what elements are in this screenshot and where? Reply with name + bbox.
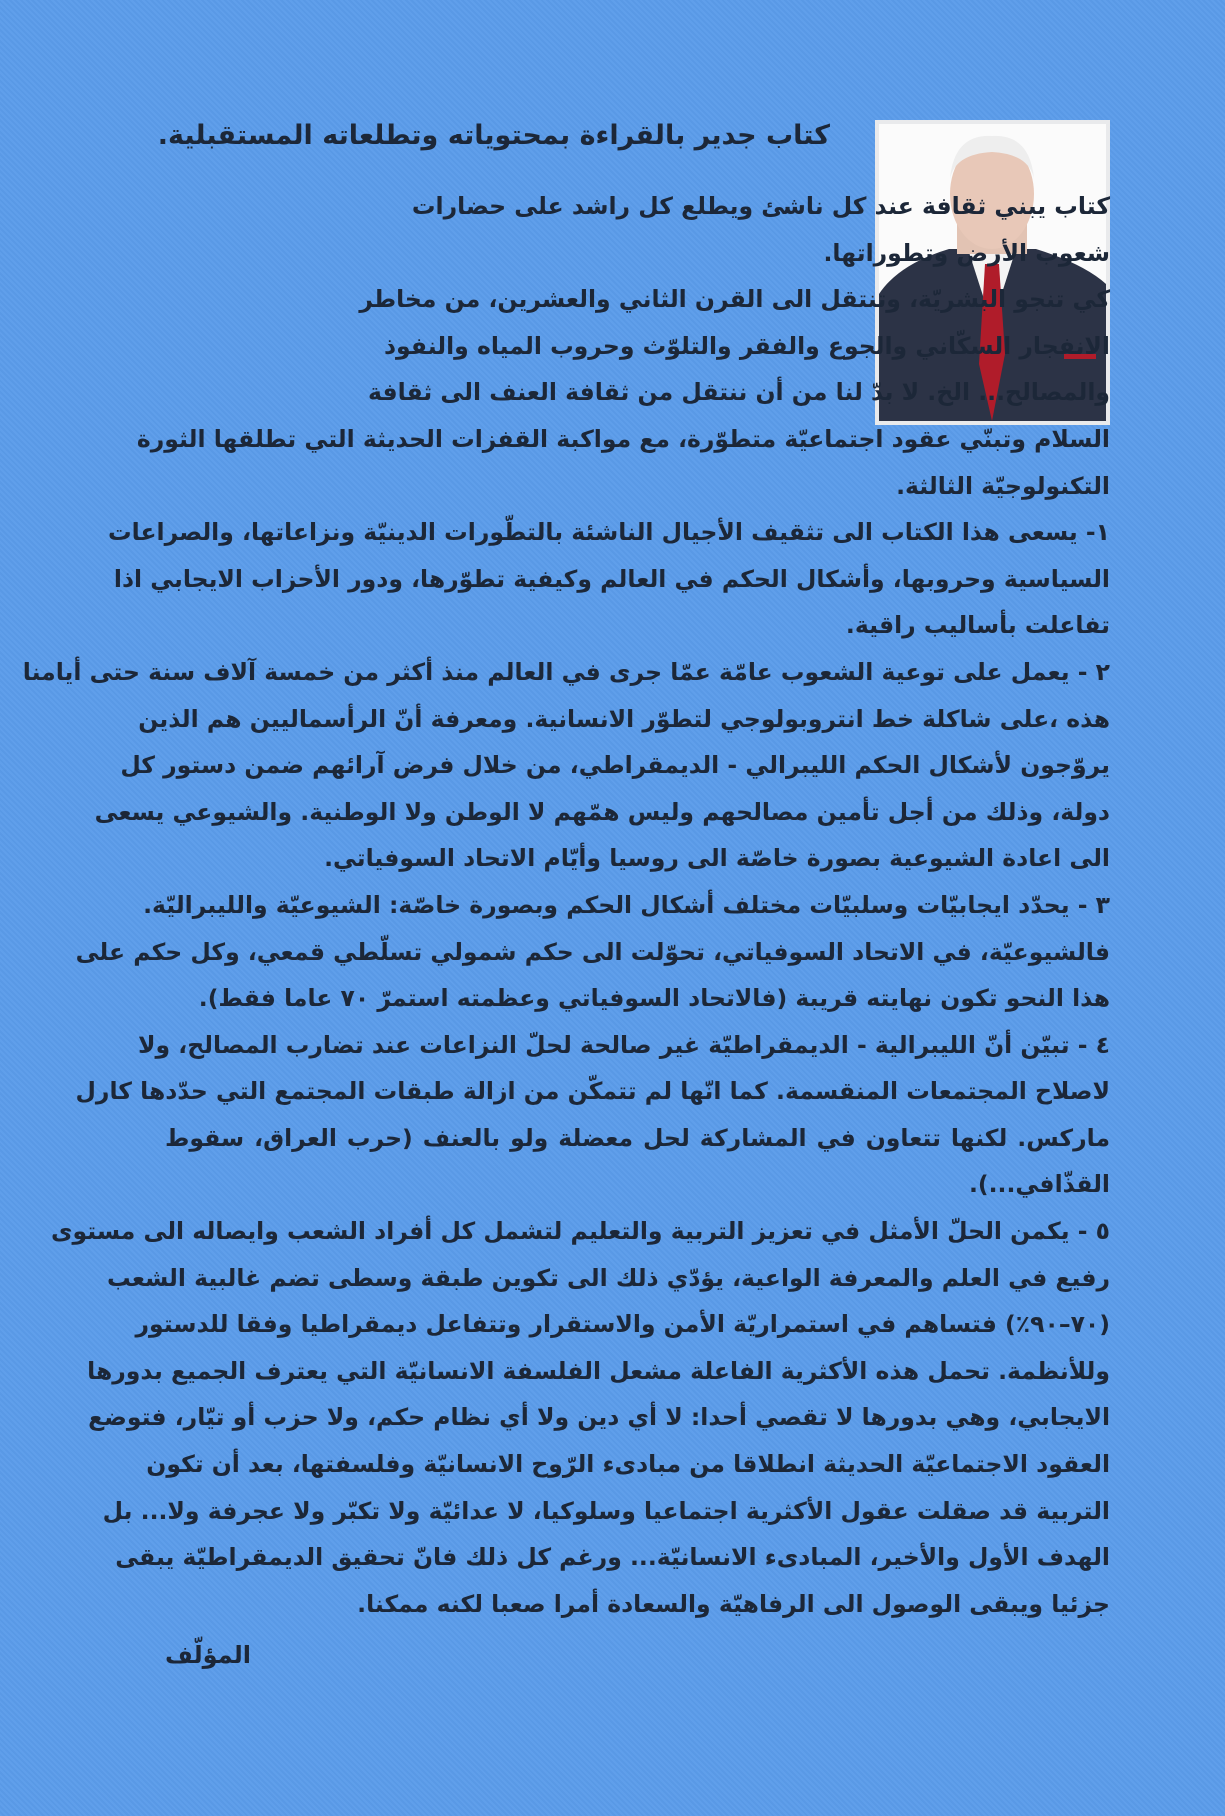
text-line: دولة، وذلك من أجل تأمين مصالحهم وليس همّهم لا الوطن ولا الوطنية. والشيوعي يسعى (94, 797, 1110, 826)
paragraph (165, 183, 1110, 276)
text-line: وللأنظمة. تحمل هذه الأكثرية الفاعلة مشعل الفلسفة الانسانيّة التي يعترف الجميع بدورها (87, 1356, 1110, 1385)
text-line: الهدف الأول والأخير، المبادىء الانسانيّة... ورغم كل ذلك فانّ تحقيق الديمقراطيّة يبقى (115, 1543, 1110, 1572)
text-line: ٥ - يكمن الحلّ الأمثل في تعزيز التربية والتعليم لتشمل كل أفراد الشعب وايصاله الى مستوى (50, 1217, 1110, 1246)
text-line: السلام وتبنّي عقود اجتماعيّة متطوّرة، مع مواكبة القفزات الحديثة التي تطلقها الثورة (136, 424, 1110, 453)
text-line: الى اعادة الشيوعية بصورة خاصّة الى روسيا وأيّام الاتحاد السوفياتي. (324, 844, 1110, 873)
text-line: ٢ - يعمل على توعية الشعوب عامّة عمّا جرى في العالم منذ أكثر من خمسة آلاف سنة حتى أيامنا (22, 657, 1110, 686)
text-line: ماركس. لكنها تتعاون في المشاركة لحل معضلة ولو بالعنف (حرب العراق، سقوط (165, 1123, 1110, 1152)
text-line: الانفجار السكّاني والجوع والفقر والتلوّث وحروب المياه والنفوذ (384, 331, 1110, 360)
text-line: التربية قد صقلت عقول الأكثرية اجتماعيا وسلوكيا، لا عدائيّة ولا تكبّر ولا عجرفة ولا... بل (102, 1496, 1110, 1525)
text-line: كي تنجو البشريّة، وتنتقل الى القرن الثاني والعشرين، من مخاطر (359, 285, 1110, 314)
text-line: التكنولوجيّة الثالثة. (896, 471, 1110, 500)
paragraph (108, 509, 1110, 649)
text-line: لاصلاح المجتمعات المنقسمة. كما انّها لم تتمكّن من ازالة طبقات المجتمع التي حدّدها كارل (75, 1077, 1110, 1106)
text-line: جزئيا ويبقى الوصول الى الرفاهيّة والسعادة أمرا صعبا لكنه ممكنا. (357, 1589, 1110, 1618)
text-line: هذه ،على شاكلة خط انتروبولوجي لتطوّر الانسانية. ومعرفة أنّ الرأسماليين هم الذين (138, 704, 1110, 733)
text-line: يروّجون لأشكال الحكم الليبرالي - الديمقراطي، من خلال فرض آرائهم ضمن دستور كل (120, 751, 1110, 780)
signature-block (165, 1628, 251, 1680)
text-line: والمصالح... الخ. لا بدّ لنا من أن ننتقل من ثقافة العنف الى ثقافة (367, 378, 1110, 407)
back-cover-text (22, 183, 1110, 1627)
text-line: السياسية وحروبها، وأشكال الحكم في العالم وكيفية تطوّرها، ودور الأحزاب الايجابي اذا (113, 564, 1110, 593)
text-line: تفاعلت بأساليب راقية. (845, 611, 1110, 640)
paragraph (136, 416, 1110, 509)
text-line: ٤ - تبيّن أنّ الليبرالية - الديمقراطيّة غير صالحة لحلّ النزاعات عند تضارب المصالح، ولا (137, 1030, 1110, 1059)
paragraph (22, 649, 1110, 882)
paragraph (75, 1022, 1110, 1208)
text-line: فالشيوعيّة، في الاتحاد السوفياتي، تحوّلت الى حكم شمولي تسلّطي قمعي، وكل حكم على (75, 937, 1110, 966)
paragraph (50, 1208, 1110, 1627)
paragraph (75, 882, 1110, 1022)
text-line: الايجابي، وهي بدورها لا تقصي أحدا: لا أي دين ولا أي نظام حكم، ولا حزب أو تيّار، فتوضع (88, 1403, 1110, 1432)
text-line: كتاب يبني ثقافة عند كل ناشئ ويطلع كل راشد على حضارات (411, 192, 1110, 220)
text-line: (٧٠–٩٠٪) فتساهم في استمراريّة الأمن والاستقرار وتتفاعل ديمقراطيا وفقا للدستور (135, 1310, 1110, 1339)
text-line: القذّافي...). (968, 1170, 1110, 1199)
text-line: ٣ - يحدّد ايجابيّات وسلبيّات مختلف أشكال الحكم وبصورة خاصّة: الشيوعيّة والليبراليّة. (143, 890, 1110, 919)
text-line: رفيع في العلم والمعرفة الواعية، يؤدّي ذلك الى تكوين طبقة وسطى تضم غالبية الشعب (106, 1263, 1110, 1292)
cover-heading: كتاب جدير بالقراءة بمحتوياته وتطلعاته المستقبلية. (157, 120, 830, 151)
text-line: ١- يسعى هذا الكتاب الى تثقيف الأجيال الناشئة بالتطّورات الدينيّة ونزاعاتها، والصراعات (108, 518, 1110, 547)
paragraph (165, 276, 1110, 416)
author-signature: المؤلّف (165, 1641, 251, 1669)
text-line: شعوب الأرض وتطوراتها. (823, 238, 1110, 267)
text-line: هذا النحو تكون نهايته قريبة (فالاتحاد السوفياتي وعظمته استمرّ ٧٠ عاما فقط). (198, 984, 1110, 1013)
text-line: العقود الاجتماعيّة الحديثة انطلاقا من مبادىء الرّوح الانسانيّة وفلسفتها، بعد أن تكون (146, 1450, 1110, 1479)
